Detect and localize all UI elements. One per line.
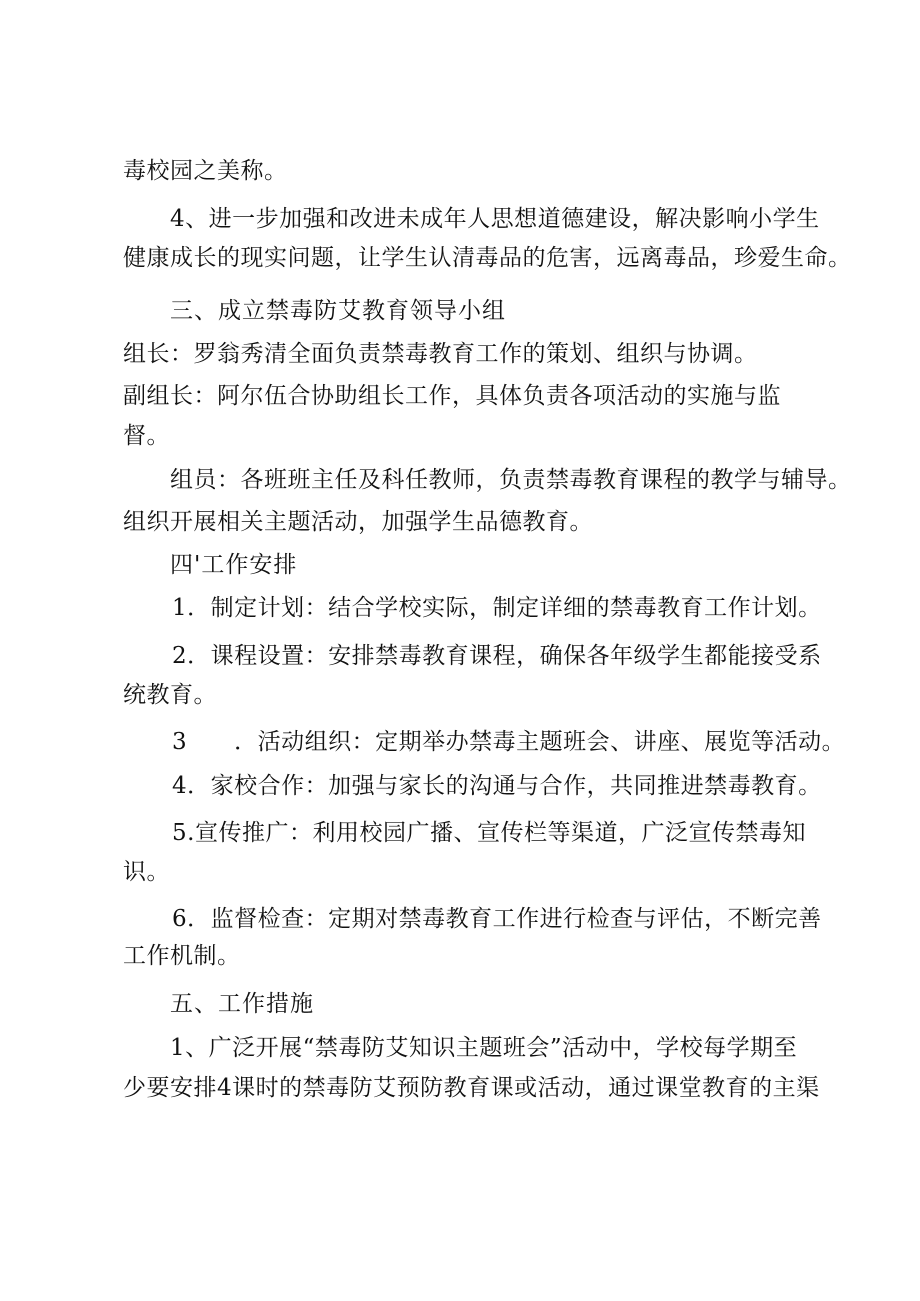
text-line-leader: 组长：罗翁秀清全面负责禁毒教育工作的策划、组织与协调。 [123, 341, 758, 367]
section-heading-3: 三、成立禁毒防艾教育领导小组 [170, 298, 506, 324]
text-line-arrangement-2: 2．课程设置：安排禁毒教育课程，确保各年级学生都能接受系 [172, 643, 822, 669]
text-line-continuation: 毒校园之美称。 [123, 158, 288, 184]
text-line-arrangement-5: 5.宣传推广：利用校园广播、宣传栏等渠道，广泛宣传禁毒知 [172, 820, 806, 846]
text-line-deputy-leader: 副组长：阿尔伍合协助组长工作，具体负责各项活动的实施与监 [123, 383, 781, 409]
text-line-arrangement-5-cont: 识。 [123, 859, 170, 885]
text-line-measure-1: 1、广泛开展“禁毒防艾知识主题班会”活动中，学校每学期至 [170, 1035, 798, 1061]
text-line-arrangement-1: 1．制定计划：结合学校实际，制定详细的禁毒教育工作计划。 [172, 595, 822, 621]
text-line-members: 组员：各班班主任及科任教师，负责禁毒教育课程的教学与辅导。 [170, 467, 852, 493]
text-line-arrangement-3: 3 ．活动组织：定期举办禁毒主题班会、讲座、展览等活动。 [172, 729, 846, 755]
section-heading-4: 四'工作安排 [170, 552, 298, 578]
text-line-arrangement-4: 4．家校合作：加强与家长的沟通与合作，共同推进禁毒教育。 [172, 773, 822, 799]
text-line-item-4: 4、进一步加强和改进未成年人思想道德建设，解决影响小学生 [170, 206, 820, 232]
section-heading-5: 五、工作措施 [170, 991, 314, 1017]
text-line-arrangement-6-cont: 工作机制。 [123, 943, 241, 969]
text-line-members-cont: 组织开展相关主题活动，加强学生品德教育。 [123, 509, 593, 535]
text-line-deputy-leader-cont: 督。 [123, 423, 170, 449]
text-line-item-4-cont: 健康成长的现实问题，让学生认清毒品的危害，远离毒品，珍爱生命。 [123, 245, 852, 271]
text-line-arrangement-6: 6．监督检查：定期对禁毒教育工作进行检查与评估，不断完善 [172, 906, 822, 932]
text-line-arrangement-2-cont: 统教育。 [123, 682, 217, 708]
text-line-measure-1-cont: 少要安排4课时的禁毒防艾预防教育课或活动，通过课堂教育的主渠 [123, 1075, 820, 1101]
